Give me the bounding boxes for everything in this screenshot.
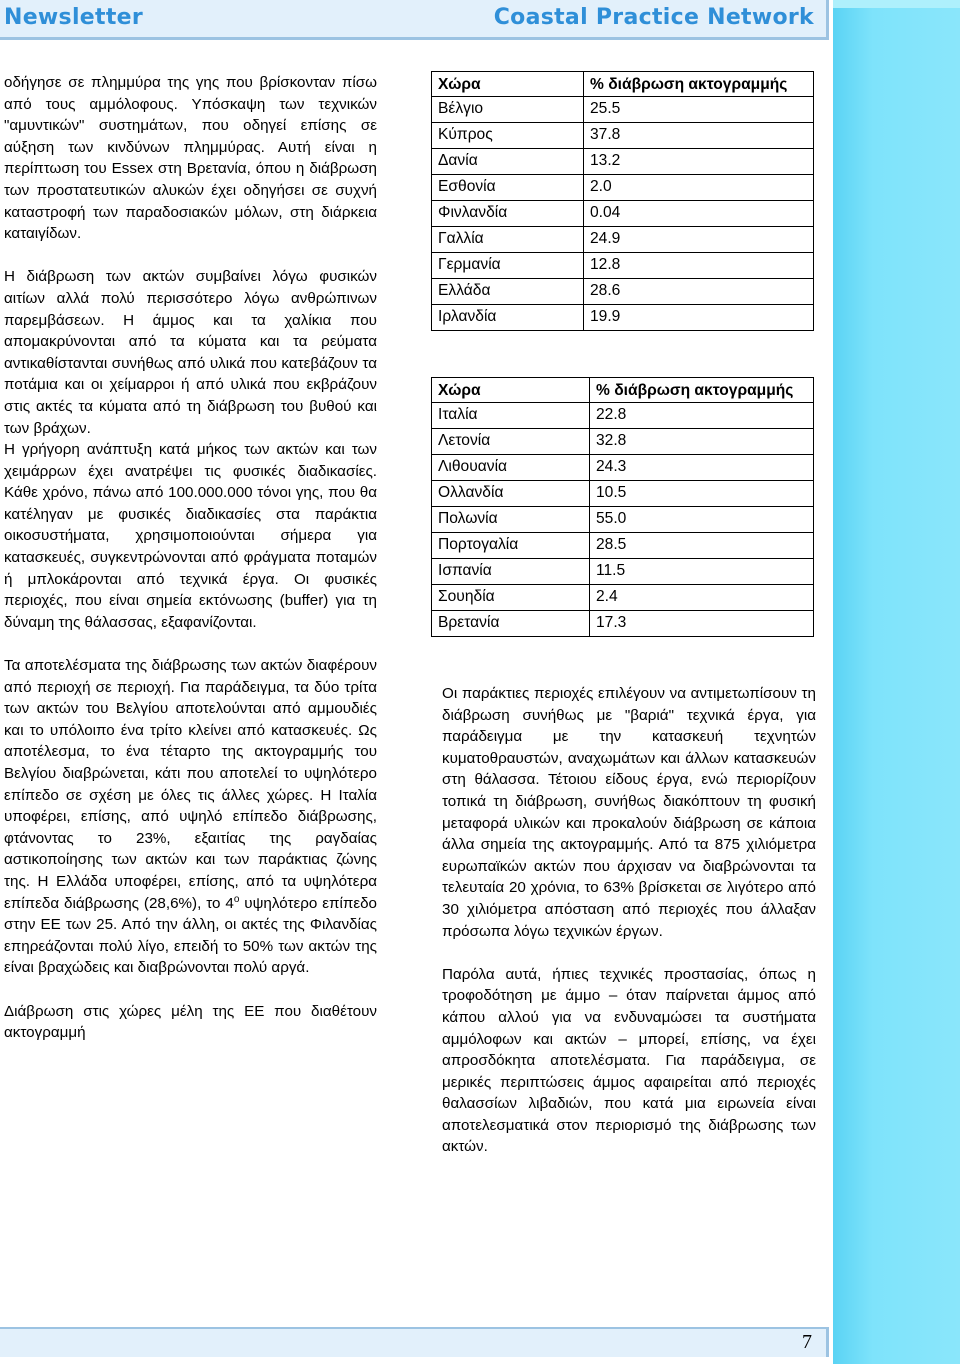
table-row — [432, 149, 814, 175]
table-row — [432, 559, 814, 585]
paragraph-erosion-effects-tail: υψηλότερο επίπεδο στην ΕΕ των 25. Από την άλλη, οι ακτές της Φιλανδίας επηρεάζονται πολύ λίγο, επειδή το 50% των ακτών της είναι βραχώδεις και διαβρώνονται πολύ αργά. — [4, 894, 377, 977]
erosion-value-cell: 55.0 — [590, 507, 814, 533]
country-cell: Πορτογαλία — [432, 533, 590, 559]
table-row — [432, 611, 814, 637]
paragraph-soft-engineering: Παρόλα αυτά, ήπιες τεχνικές προστασίας, όπως η τροφοδότηση με άμμο – όταν παίρνεται άμμος από κάπου αλλού για να ενδυναμώσει τα συστήματα αμμόλοφων και ακτών – μπορεί, επίσης, να έχει απροσδόκητα αποτελέσματα. Για παράδειγμα, σε μερικές περιπτώσεις άμμος αφαιρείται από περιοχές θαλασσίων λιβαδιών, που κατά μια ειρωνεία είναι αποτελεσματικά στον περιορισμό της διάβρωσης των ακτών. — [442, 965, 816, 1156]
erosion-value-cell: 19.9 — [584, 305, 814, 331]
country-cell: Γερμανία — [432, 253, 584, 279]
paragraph-flood: οδήγησε σε πλημμύρα της γης που βρίσκονταν πίσω από τους αμμόλοφους. Υπόσκαψη των τεχνικών "αμυντικών" συστημάτων, που οδηγεί επίσης σε αύξηση των κινδύνων πλημμύρας. Αυτή είναι η περίπτωση του Essex στη Βρετανία, όπου η διάβρωση των προστατευτικών αλυκών έχει οδηγήσει σε συχνή καταστροφή των παραδοσιακών μόλων, στη διάρκεια καταιγίδων. — [4, 74, 377, 243]
paragraph-erosion-causes: Η διάβρωση των ακτών συμβαίνει λόγω φυσικών αιτίων αλλά πολύ περισσότερο λόγω ανθρώπινων παρεμβάσεων. Η άμμος και τα χαλίκια που απομακρύνονται από τα κύματα και τα ρεύματα αντικαθίστανται συνήθως από υλικά που κατεβάζουν τα ποτάμια και οι χείμαρροι ή από υλικά που εκβράζουν στις ακτές τα κύματα από τη διάβρωση του βυθού και των βράχων. — [4, 268, 377, 437]
erosion-value-cell: 13.2 — [584, 149, 814, 175]
erosion-value-cell: 2.0 — [584, 175, 814, 201]
country-cell: Ολλανδία — [432, 481, 590, 507]
footer-bar — [0, 1327, 829, 1357]
country-cell: Ιρλανδία — [432, 305, 584, 331]
ordinal-superscript: ο — [233, 893, 240, 905]
erosion-value-cell: 17.3 — [590, 611, 814, 637]
table-row — [432, 455, 814, 481]
left-column — [4, 72, 377, 1044]
table-header-row — [432, 72, 814, 97]
table-row — [432, 201, 814, 227]
country-cell: Γαλλία — [432, 227, 584, 253]
erosion-value-cell: 25.5 — [584, 97, 814, 123]
erosion-table-2 — [431, 377, 814, 637]
country-cell: Φινλανδία — [432, 201, 584, 227]
table-row — [432, 97, 814, 123]
erosion-value-cell: 12.8 — [584, 253, 814, 279]
table-header-row — [432, 378, 814, 403]
table-row — [432, 227, 814, 253]
country-cell: Λετονία — [432, 429, 590, 455]
country-cell: Λιθουανία — [432, 455, 590, 481]
paragraph-erosion-effects-text: Τα αποτελέσματα της διάβρωσης των ακτών διαφέρουν από περιοχή σε περιοχή. Για παράδειγμα, τα δύο τρίτα των ακτών του Βελγίου αποτελούνται από αμμουδιές και το υπόλοιπο ένα τρίτο κλείνει από κατασκευές. Ως αποτέλεσμα, το ένα τέταρτο της ακτογραμμής του Βελγίου διαβρώνεται, κάτι που αποτελεί το υψηλότερο επίπεδο σε σχέση με όλες τις άλλες χώρες. Η Ιταλία υποφέρει, επίσης, από υψηλό επίπεδο διάβρωσης, φτάνοντας το 23%, εξαιτίας της ραγδαίας αστικοποίησης των ακτών και των παράκτιας ζώνης της. Η Ελλάδα υποφέρει, επίσης, από τα υψηλότερα επίπεδα διάβρωσης (28,6%), το 4 — [4, 657, 377, 912]
country-cell: Δανία — [432, 149, 584, 175]
right-column — [442, 683, 816, 1158]
table-caption: Διάβρωση στις χώρες μέλη της ΕΕ που διαθέτουν ακτογραμμή — [4, 1002, 377, 1042]
erosion-value-cell: 2.4 — [590, 585, 814, 611]
table-row — [432, 403, 814, 429]
table-row — [432, 481, 814, 507]
erosion-value-cell: 0.04 — [584, 201, 814, 227]
table-row — [432, 123, 814, 149]
country-cell: Βρετανία — [432, 611, 590, 637]
newsletter-header — [0, 0, 829, 40]
table-row — [432, 253, 814, 279]
paragraph-erosion-effects — [4, 655, 377, 979]
table-row — [432, 305, 814, 331]
country-cell: Κύπρος — [432, 123, 584, 149]
country-cell: Πολωνία — [432, 507, 590, 533]
header-country: Χώρα — [432, 378, 590, 403]
erosion-value-cell: 28.6 — [584, 279, 814, 305]
table-row — [432, 533, 814, 559]
newsletter-title: Newsletter — [4, 5, 144, 30]
page-number: 7 — [802, 1331, 812, 1353]
country-cell: Σουηδία — [432, 585, 590, 611]
header-erosion: % διάβρωση ακτογραμμής — [590, 378, 814, 403]
erosion-value-cell: 10.5 — [590, 481, 814, 507]
sidebar-highlight — [833, 0, 960, 8]
table-row — [432, 279, 814, 305]
country-cell: Ιταλία — [432, 403, 590, 429]
country-cell: Εσθονία — [432, 175, 584, 201]
country-cell: Ισπανία — [432, 559, 590, 585]
erosion-table-1 — [431, 71, 814, 331]
erosion-value-cell: 28.5 — [590, 533, 814, 559]
erosion-value-cell: 24.9 — [584, 227, 814, 253]
header-country: Χώρα — [432, 72, 584, 97]
table-row — [432, 429, 814, 455]
country-cell: Ελλάδα — [432, 279, 584, 305]
erosion-value-cell: 32.8 — [590, 429, 814, 455]
erosion-value-cell: 11.5 — [590, 559, 814, 585]
table-row — [432, 507, 814, 533]
erosion-value-cell: 22.8 — [590, 403, 814, 429]
country-cell: Βέλγιο — [432, 97, 584, 123]
erosion-value-cell: 24.3 — [590, 455, 814, 481]
table-row — [432, 175, 814, 201]
paragraph-hard-engineering: Οι παράκτιες περιοχές επιλέγουν να αντιμετωπίσουν τη διάβρωση συνήθως με "βαριά" τεχνικά έργα, για παράδειγμα με την κατασκευή τεχνητών κυματοθραυστών, αναχωμάτων και άλλων κατασκευών στη θάλασσα. Τέτοιου είδους έργα, ενώ περιορίζουν τοπικά τη διάβρωση, συνήθως διακόπτουν τη φυσική μεταφορά υλικών και προκαλούν διάβρωση σε κάποια άλλα σημεία της ακτογραμμής. Από τα 875 χιλιόμετρα ευρωπαϊκών ακτών που άρχισαν να διαβρώνονται τα τελευταία 20 χρόνια, το 63% βρίσκεται σε λιγότερο από 30 χιλιόμετρα απόσταση από περιοχές που άλλαξαν πρόσωπα λόγω τεχνικών έργων. — [442, 685, 816, 940]
decorative-sidebar — [833, 0, 960, 1364]
header-erosion: % διάβρωση ακτογραμμής — [584, 72, 814, 97]
erosion-value-cell: 37.8 — [584, 123, 814, 149]
paragraph-development: Η γρήγορη ανάπτυξη κατά μήκος των ακτών και των χειμάρρων έχει ανατρέψει τις φυσικές διαδικασίες. Κάθε χρόνο, πάνω από 100.000.000 τόνοι γης, που θα κατέληγαν με φυσικές διαδικασίες στα παράκτια οικοσυστήματα, χρησιμοποιούνται σήμερα για κατασκευές, συγκεντρώνονται από φράγματα ποταμών ή μπλοκάρονται από τεχνικά έργα. Οι φυσικές περιοχές, που είναι σημεία εκτόνωσης (buffer) για τη δύναμη της θάλασσας, εξαφανίζονται. — [4, 441, 377, 631]
table-row — [432, 585, 814, 611]
network-title: Coastal Practice Network — [493, 5, 814, 30]
